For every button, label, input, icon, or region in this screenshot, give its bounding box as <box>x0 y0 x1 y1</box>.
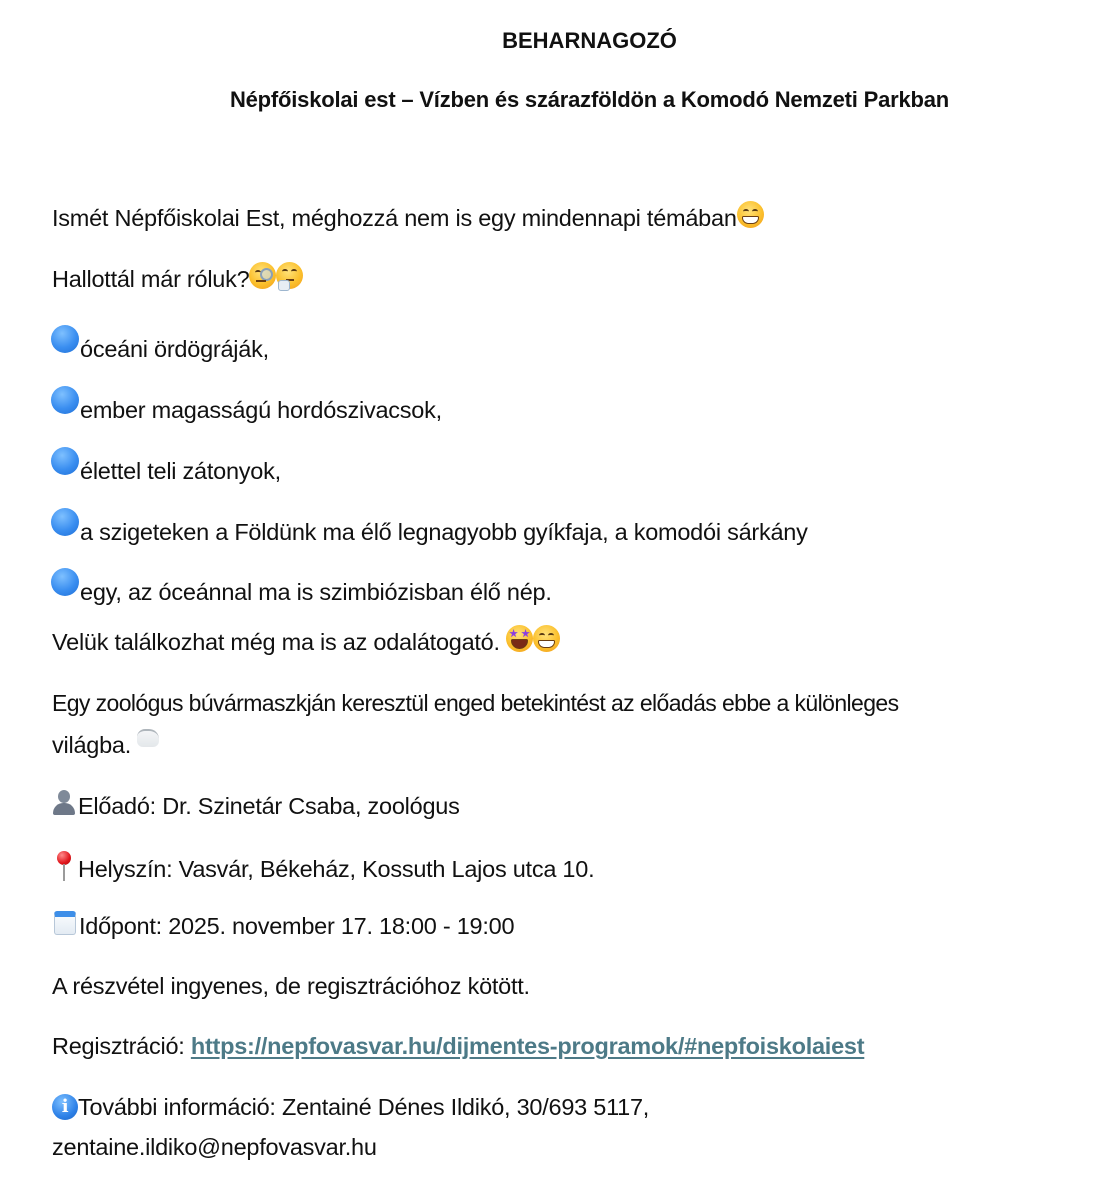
description-text: világba. <box>52 732 131 758</box>
registration-label: Regisztráció: <box>52 1033 185 1059</box>
info-line-1 <box>52 1092 649 1122</box>
bullet-item <box>52 386 442 425</box>
blue-circle-icon <box>51 508 79 536</box>
calendar-icon <box>54 911 76 935</box>
bullet-text: ember magasságú hordószivacsok, <box>80 397 442 423</box>
description-line-2 <box>52 729 159 760</box>
information-icon: i <box>52 1094 78 1120</box>
intro-line <box>52 203 764 233</box>
grinning-face-icon <box>533 625 560 652</box>
blue-circle-icon <box>51 386 79 414</box>
bullet-text: óceáni ördögráják, <box>80 336 269 362</box>
bullet-item <box>52 325 269 364</box>
grinning-face-icon <box>737 201 764 228</box>
visitors-line <box>52 627 560 657</box>
registration-line <box>52 1031 864 1061</box>
speaker-text: Előadó: Dr. Szinetár Csaba, zoológus <box>78 793 460 819</box>
round-pushpin-icon <box>54 851 74 881</box>
visitors-text: Velük találkozhat még ma is az odalátogató. <box>52 629 500 655</box>
bullet-item <box>52 568 552 607</box>
question-text: Hallottál már róluk? <box>52 266 250 292</box>
worried-face-icon <box>276 262 303 289</box>
face-with-monocle-icon <box>249 262 276 289</box>
info-text: További információ: Zentainé Dénes Ildikó, 30/693 5117, <box>78 1094 650 1120</box>
bullet-text: élettel teli zátonyok, <box>80 458 281 484</box>
participation-line: A részvétel ingyenes, de regisztrációhoz kötött. <box>52 973 530 999</box>
bullet-item <box>52 508 808 547</box>
announcement-title: BEHARNAGOZÓ <box>502 28 677 53</box>
time-line <box>52 911 514 941</box>
blue-circle-icon <box>51 447 79 475</box>
time-text: Időpont: 2025. november 17. 18:00 - 19:00 <box>79 913 515 939</box>
blue-circle-icon <box>51 325 79 353</box>
bullet-text: a szigeteken a Földünk ma élő legnagyobb gyíkfaja, a komodói sárkány <box>80 519 808 545</box>
location-text: Helyszín: Vasvár, Békeház, Kossuth Lajos utca 10. <box>78 856 595 882</box>
question-line <box>52 264 303 294</box>
event-title: Népfőiskolai est – Vízben és szárazföldön a Komodó Nemzeti Parkban <box>229 87 950 112</box>
description-line-1: Egy zoológus búvármaszkján keresztül enged betekintést az előadás ebbe a különleges <box>52 690 899 716</box>
blue-circle-icon <box>51 568 79 596</box>
star-struck-icon <box>506 625 533 652</box>
registration-link[interactable]: https://nepfovasvar.hu/dijmentes-programok/#nepfoiskolaiest <box>190 1033 865 1059</box>
intro-text: Ismét Népfőiskolai Est, méghozzá nem is egy mindennapi témában <box>52 205 737 231</box>
location-line <box>52 851 594 884</box>
person-silhouette-icon <box>52 790 76 816</box>
diving-mask-icon <box>137 729 159 747</box>
speaker-line <box>52 790 460 821</box>
bullet-item <box>52 447 281 486</box>
bullet-text: egy, az óceánnal ma is szimbiózisban élő nép. <box>80 579 552 605</box>
info-email[interactable]: zentaine.ildiko@nepfovasvar.hu <box>52 1134 377 1160</box>
